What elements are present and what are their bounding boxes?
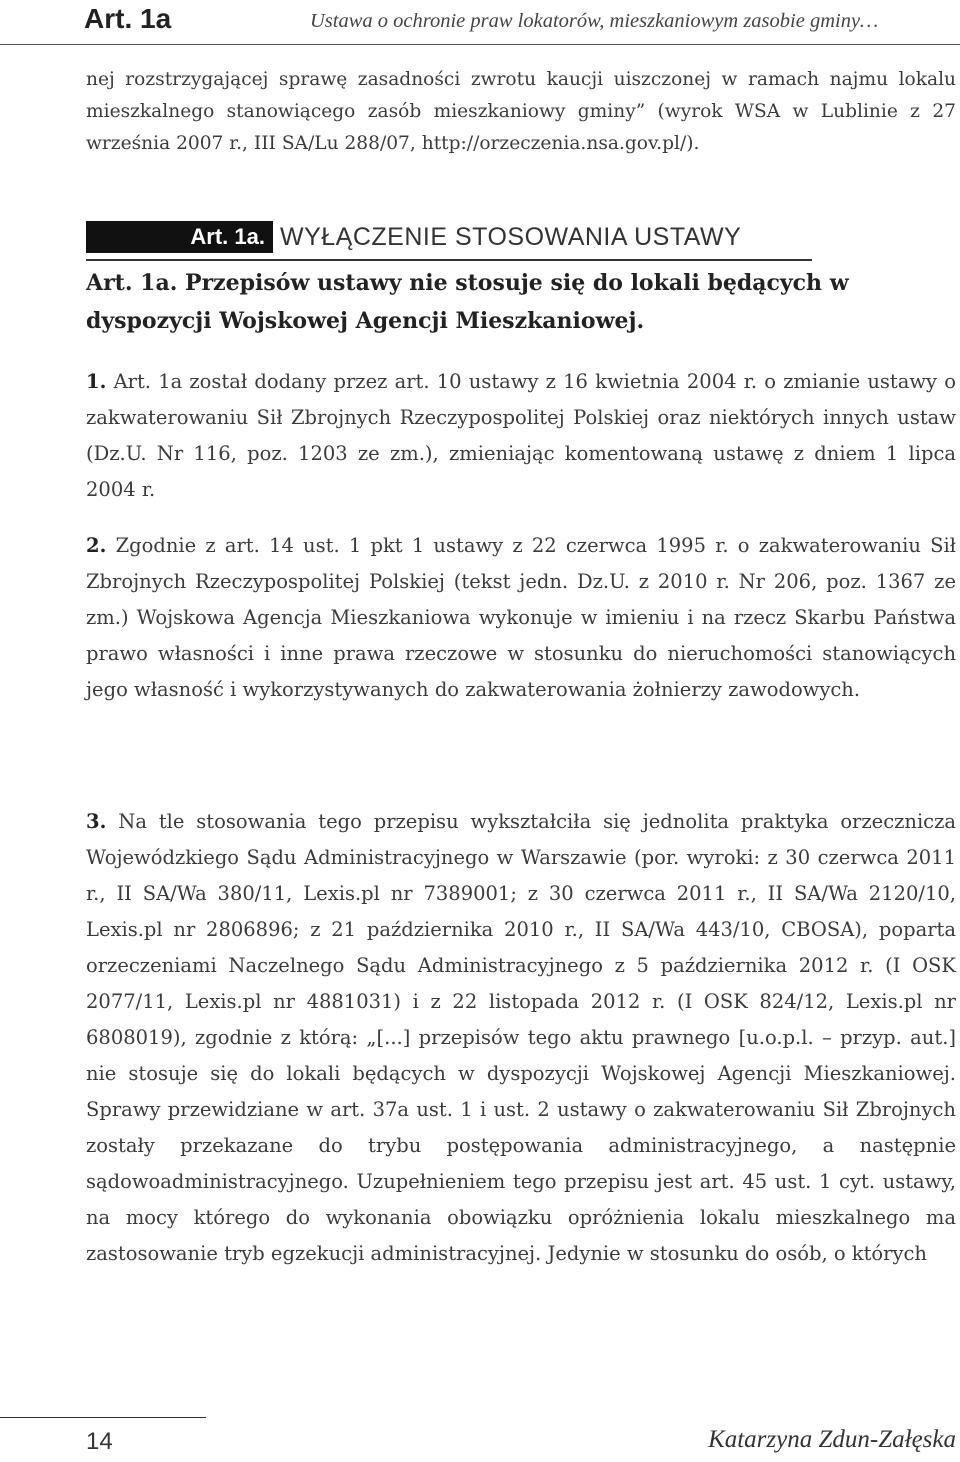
comment-text: Art. 1a został dodany przez art. 10 ustawy z 16 kwietnia 2004 r. o zmianie ustawy o zakwaterowaniu Sił Zbrojnych Rzeczypospolitej Polskiej oraz niektórych innych ustaw (Dz.U. Nr 116, poz. 1203 ze zm.), zmieniając komentowaną ustawę z dniem 1 lipca 2004 r. xyxy=(86,370,957,501)
footer-divider xyxy=(0,1417,206,1418)
comment-text: Zgodnie z art. 14 ust. 1 pkt 1 ustawy z 22 czerwca 1995 r. o zakwaterowaniu Sił Zbrojnych Rzeczypospolitej Polskiej (tekst jedn. Dz.U. z 2010 r. Nr 206, poz. 1367 ze zm.) Wojskowa Agencja Mieszkaniowa wykonuje w imieniu i na rzecz Skarbu Państwa prawo własności i inne prawa rzeczowe w stosunku do nieruchomości stanowiących jego własność i wykorzystywanych do zakwaterowania żołnierzy zawodowych. xyxy=(86,534,956,701)
running-header xyxy=(0,0,960,45)
comment-number: 3. xyxy=(86,810,107,833)
article-text: Art. 1a. Przepisów ustawy nie stosuje się do lokali będących w dyspozycji Wojskowej Agencji Mieszkaniowej. xyxy=(86,270,849,334)
footer-author: Katarzyna Zdun-Załęska xyxy=(708,1426,956,1453)
page-number: 14 xyxy=(86,1428,113,1455)
comment-number: 2. xyxy=(86,534,107,557)
comment-3 xyxy=(86,804,956,1272)
continuation-paragraph xyxy=(86,64,956,160)
continuation-text: nej rozstrzygającej sprawę zasadności zwrotu kaucji uiszczonej w ramach najmu lokalu mieszkalnego stanowiącego zasób mieszkaniowy gminy” (wyrok WSA w Lublinie z 27 września 2007 r., III SA/Lu 288/07, http://orzeczenia.nsa.gov.pl/). xyxy=(86,69,956,154)
section-heading xyxy=(86,221,812,261)
comment-1 xyxy=(86,364,956,508)
section-tag: Art. 1a. xyxy=(86,221,273,253)
comment-text: Na tle stosowania tego przepisu wykształciła się jednolita praktyka orzecznicza Wojewódzkiego Sądu Administracyjnego w Warszawie (por. wyroki: z 30 czerwca 2011 r., II SA/Wa 380/11, Lexis.pl nr 7389001; z 30 czerwca 2011 r., II SA/Wa 2120/10, Lexis.pl nr 2806896; z 21 października 2010 r., II SA/Wa 443/10, CBOSA), poparta orzeczeniami Naczelnego Sądu Administracyjnego z 5 października 2012 r. (I OSK 2077/11, Lexis.pl nr 4881031) i z 22 listopada 2012 r. (I OSK 824/12, Lexis.pl nr 6808019), zgodnie z którą: „[...] przepisów tego aktu prawnego [u.o.p.l. – przyp. aut.] nie stosuje się do lokali będących w dyspozycji Wojskowej Agencji Mieszkaniowej. Sprawy przewidziane w art. 37a ust. 1 i ust. 2 ustawy o zakwaterowaniu Sił Zbrojnych zostały przekazane do trybu postępowania administracyjnego, a następnie sądowoadministracyjnego. Uzupełnieniem tego przepisu jest art. 45 ust. 1 cyt. ustawy, na mocy którego do wykonania obowiązku opróżnienia lokalu mieszkalnego ma zastosowanie tryb egzekucji administracyjnej. Jedynie w stosunku do osób, o których xyxy=(86,810,957,1265)
comment-2 xyxy=(86,528,956,708)
section-title: WYŁĄCZENIE STOSOWANIA USTAWY xyxy=(280,223,742,251)
header-running-title: Ustawa o ochronie praw lokatorów, mieszkaniowym zasobie gminy… xyxy=(310,10,879,32)
comment-number: 1. xyxy=(86,370,107,393)
header-article-number: Art. 1a xyxy=(84,3,172,34)
